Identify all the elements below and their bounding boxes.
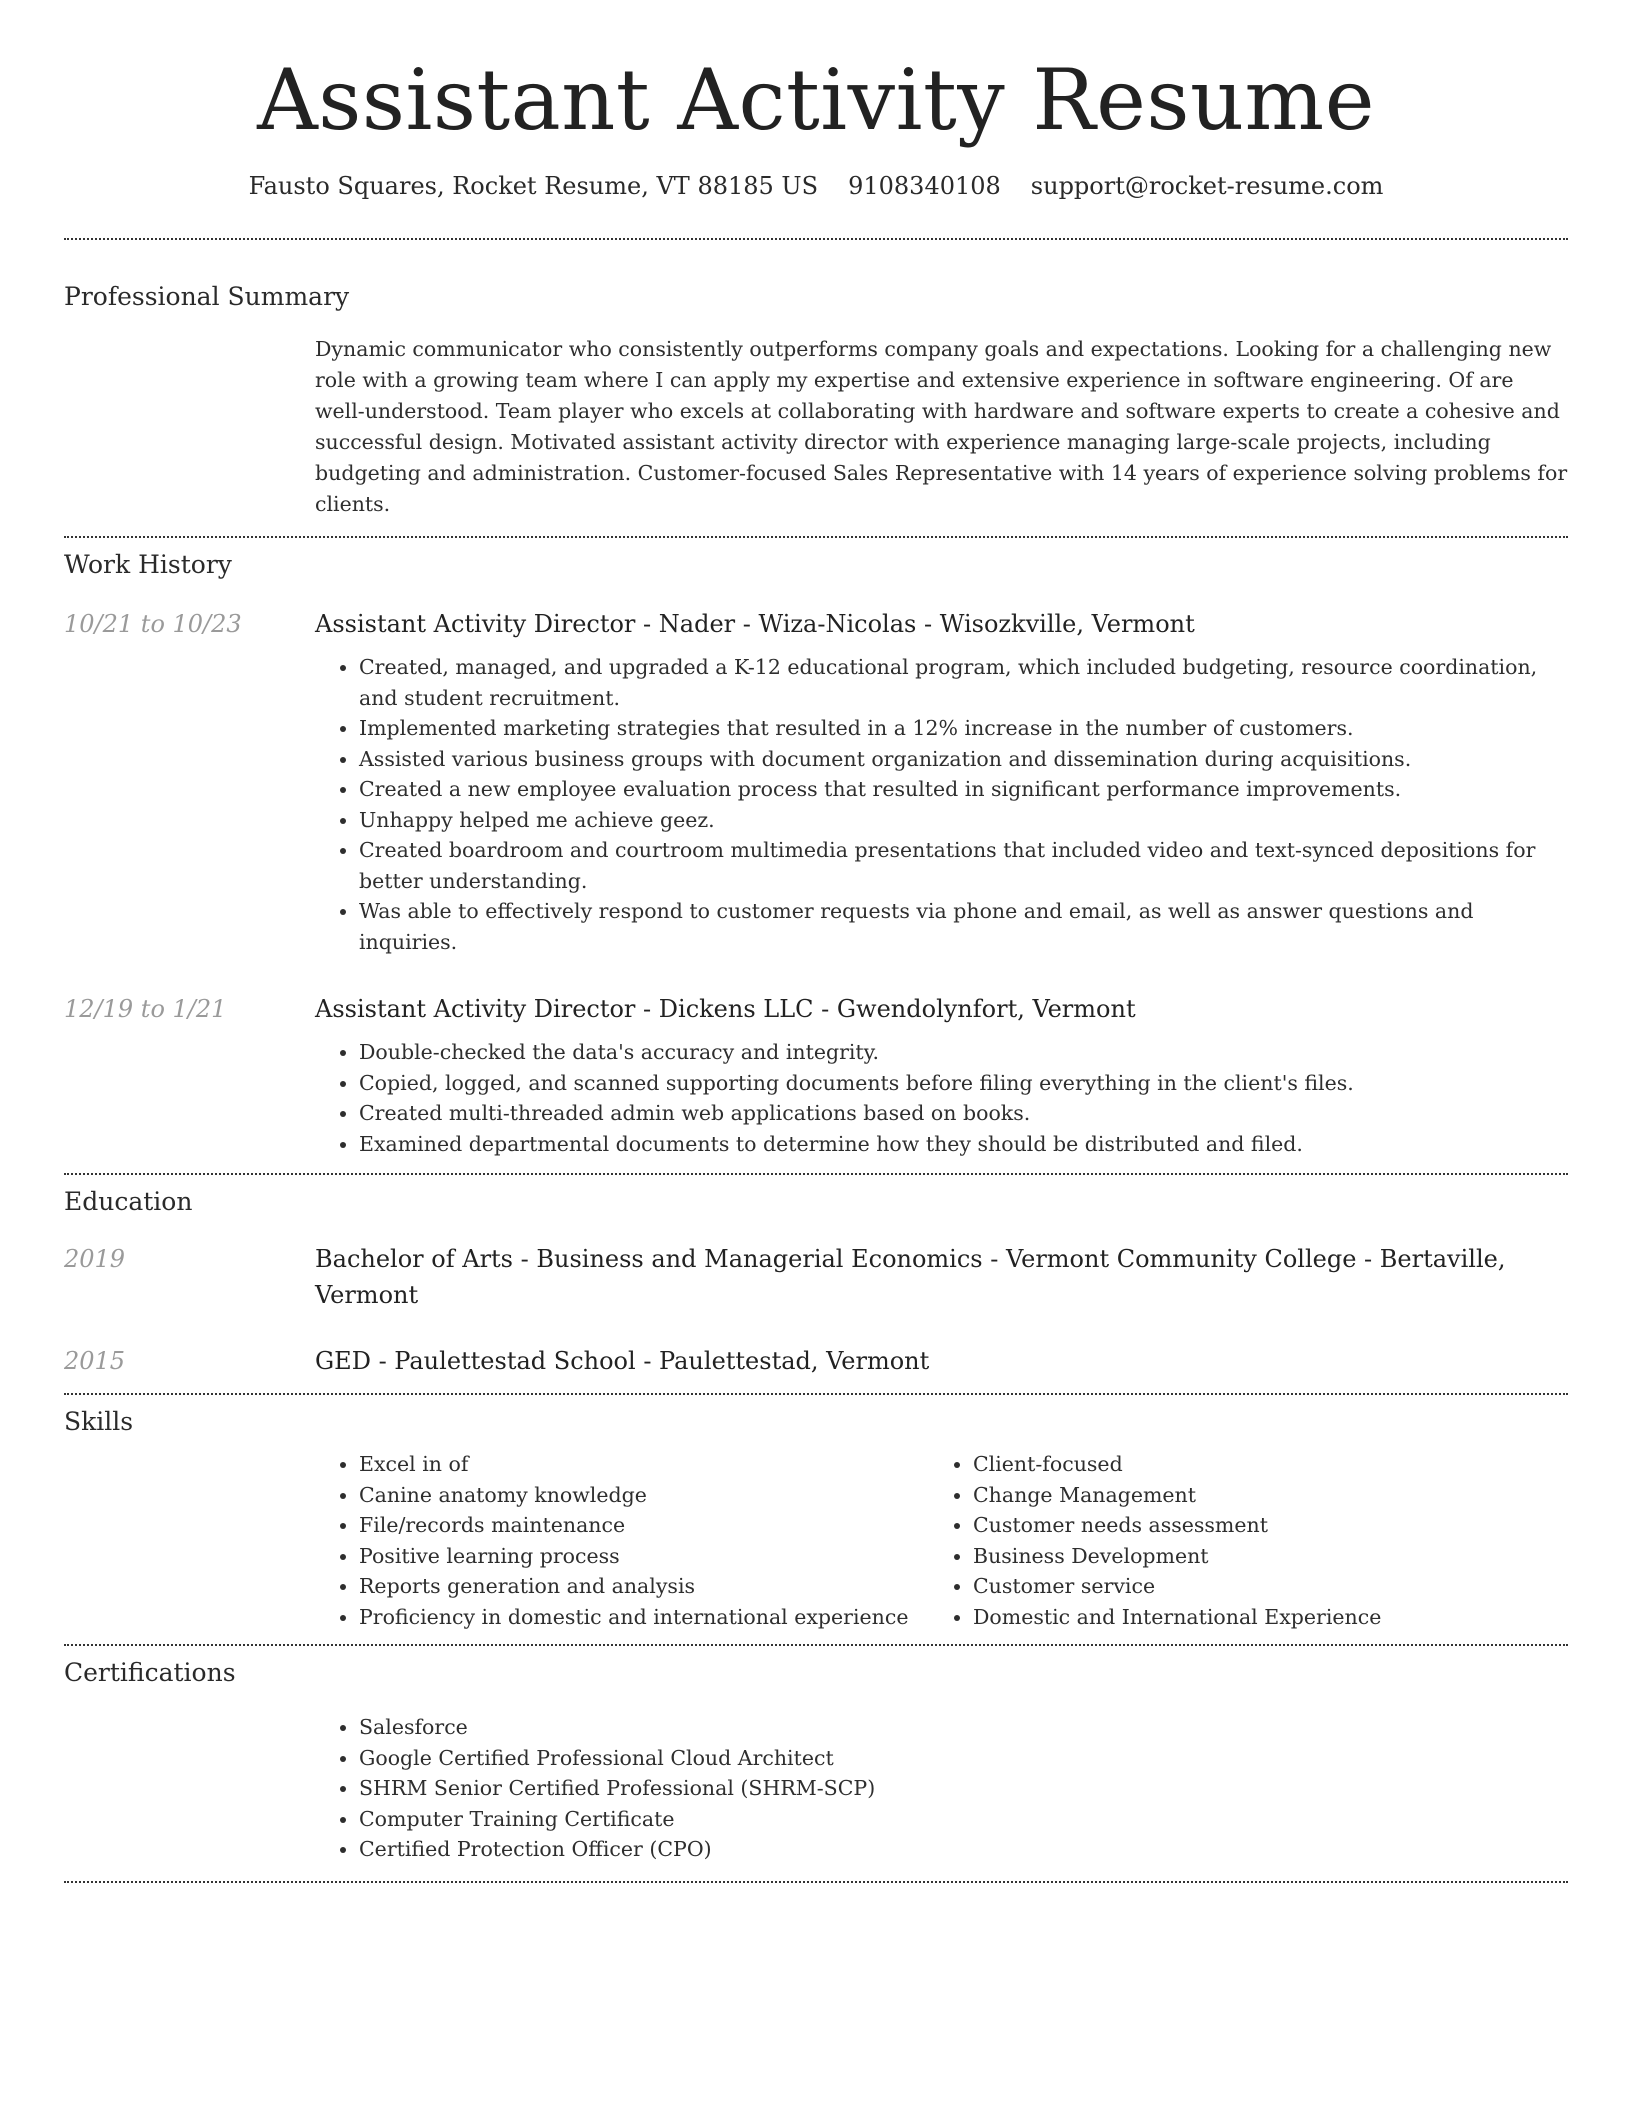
job-bullet: • Copied, logged, and scanned supporting documents before filing everything in the client's files. — [359, 1068, 1568, 1099]
summary-text: Dynamic communicator who consistently outperforms company goals and expectations. Looking for a challenging new role with a growing team where I can apply my expertise and extensive experience in software engineering. Of are well-understood. Team player who excels at collaborating with hardware and software experts to create a cohesive and successful design. Motivated assistant activity director with experience managing large-scale projects, including budgeting and administration. Customer-focused Sales Representative with 14 years of experience solving problems for clients. — [315, 337, 1568, 516]
job-bullet: • Created multi-threaded admin web applications based on books. — [359, 1098, 1568, 1129]
job-body — [315, 991, 1568, 1159]
job-bullet: • Created, managed, and upgraded a K-12 educational program, which included budgeting, resource coordination, and student recruitment. — [359, 652, 1568, 713]
skills-section — [64, 1395, 1568, 1632]
certifications-list — [315, 1712, 1568, 1865]
job-bullet: • Was able to effectively respond to customer requests via phone and email, as well as answer questions and inquiries. — [359, 896, 1568, 957]
certification-item: • Google Certified Professional Cloud Architect — [359, 1743, 1568, 1774]
skill-item: • File/records maintenance — [359, 1510, 929, 1541]
job-bullet: • Examined departmental documents to determine how they should be distributed and filed. — [359, 1129, 1568, 1160]
skill-item: • Change Management — [973, 1480, 1381, 1511]
job-date: 12/19 to 1/21 — [64, 995, 227, 1023]
summary-section — [64, 240, 1568, 520]
job-bullets — [315, 1037, 1568, 1159]
job-bullet: • Created boardroom and courtroom multimedia presentations that included video and text-synced depositions for better understanding. — [359, 835, 1568, 896]
contact-line — [64, 168, 1568, 204]
job-bullet: • Assisted various business groups with document organization and dissemination during acquisitions. — [359, 744, 1568, 775]
certifications-heading: Certifications — [64, 1658, 236, 1687]
job-bullet: • Double-checked the data's accuracy and integrity. — [359, 1037, 1568, 1068]
education-body — [315, 1241, 1568, 1313]
education-entry — [64, 1241, 1568, 1313]
skill-item: • Positive learning process — [359, 1541, 929, 1572]
resume-page — [64, 0, 1568, 1883]
job-body — [315, 606, 1568, 957]
education-section — [64, 1175, 1568, 1393]
certification-item: • Salesforce — [359, 1712, 1568, 1743]
education-body — [315, 1343, 1568, 1379]
education-date: 2019 — [64, 1245, 126, 1273]
education-title: GED - Paulettestad School - Paulettestad, Vermont — [315, 1347, 930, 1375]
education-heading: Education — [64, 1187, 193, 1216]
summary-heading: Professional Summary — [64, 282, 350, 311]
skill-item: • Customer service — [973, 1571, 1381, 1602]
job-entry — [64, 606, 1568, 957]
skills-heading: Skills — [64, 1407, 134, 1436]
certification-item: • Computer Training Certificate — [359, 1804, 1568, 1835]
certification-item: • Certified Protection Officer (CPO) — [359, 1834, 1568, 1865]
resume-name: Assistant Activity Resume — [257, 51, 1375, 149]
skill-item: • Canine anatomy knowledge — [359, 1480, 929, 1511]
skill-item: • Reports generation and analysis — [359, 1571, 929, 1602]
skill-item: • Client-focused — [973, 1449, 1381, 1480]
certification-item: • SHRM Senior Certified Professional (SHRM-SCP) — [359, 1773, 1568, 1804]
skills-column-1 — [315, 1449, 929, 1632]
skill-item: • Domestic and International Experience — [973, 1602, 1381, 1633]
skill-item: • Business Development — [973, 1541, 1381, 1572]
job-date: 10/21 to 10/23 — [64, 610, 242, 638]
education-date: 2015 — [64, 1347, 126, 1375]
job-bullet: • Implemented marketing strategies that resulted in a 12% increase in the number of customers. — [359, 713, 1568, 744]
contact-email: support@rocket-resume.com — [1030, 172, 1384, 200]
job-title: Assistant Activity Director - Dickens LLC - Gwendolynfort, Vermont — [315, 995, 1136, 1023]
skill-item: • Excel in of — [359, 1449, 929, 1480]
work-history-heading: Work History — [64, 550, 232, 579]
education-title: Bachelor of Arts - Business and Managerial Economics - Vermont Community College - Bertaville, Vermont — [315, 1245, 1506, 1309]
divider — [64, 1881, 1568, 1883]
job-bullet: • Created a new employee evaluation process that resulted in significant performance improvements. — [359, 774, 1568, 805]
skill-item: • Customer needs assessment — [973, 1510, 1381, 1541]
certifications-section — [64, 1646, 1568, 1865]
job-bullets — [315, 652, 1568, 957]
job-entry — [64, 991, 1568, 1159]
job-title: Assistant Activity Director - Nader - Wiza-Nicolas - Wisozkville, Vermont — [315, 610, 1195, 638]
contact-phone: 9108340108 — [848, 172, 1001, 200]
skills-column-2 — [929, 1449, 1381, 1632]
skill-item: • Proficiency in domestic and international experience — [359, 1602, 929, 1633]
contact-address: Fausto Squares, Rocket Resume, VT 88185 US — [248, 172, 819, 200]
job-bullet: • Unhappy helped me achieve geez. — [359, 805, 1568, 836]
skills-grid — [315, 1449, 1568, 1632]
education-entry — [64, 1343, 1568, 1379]
work-history-section — [64, 538, 1568, 1159]
